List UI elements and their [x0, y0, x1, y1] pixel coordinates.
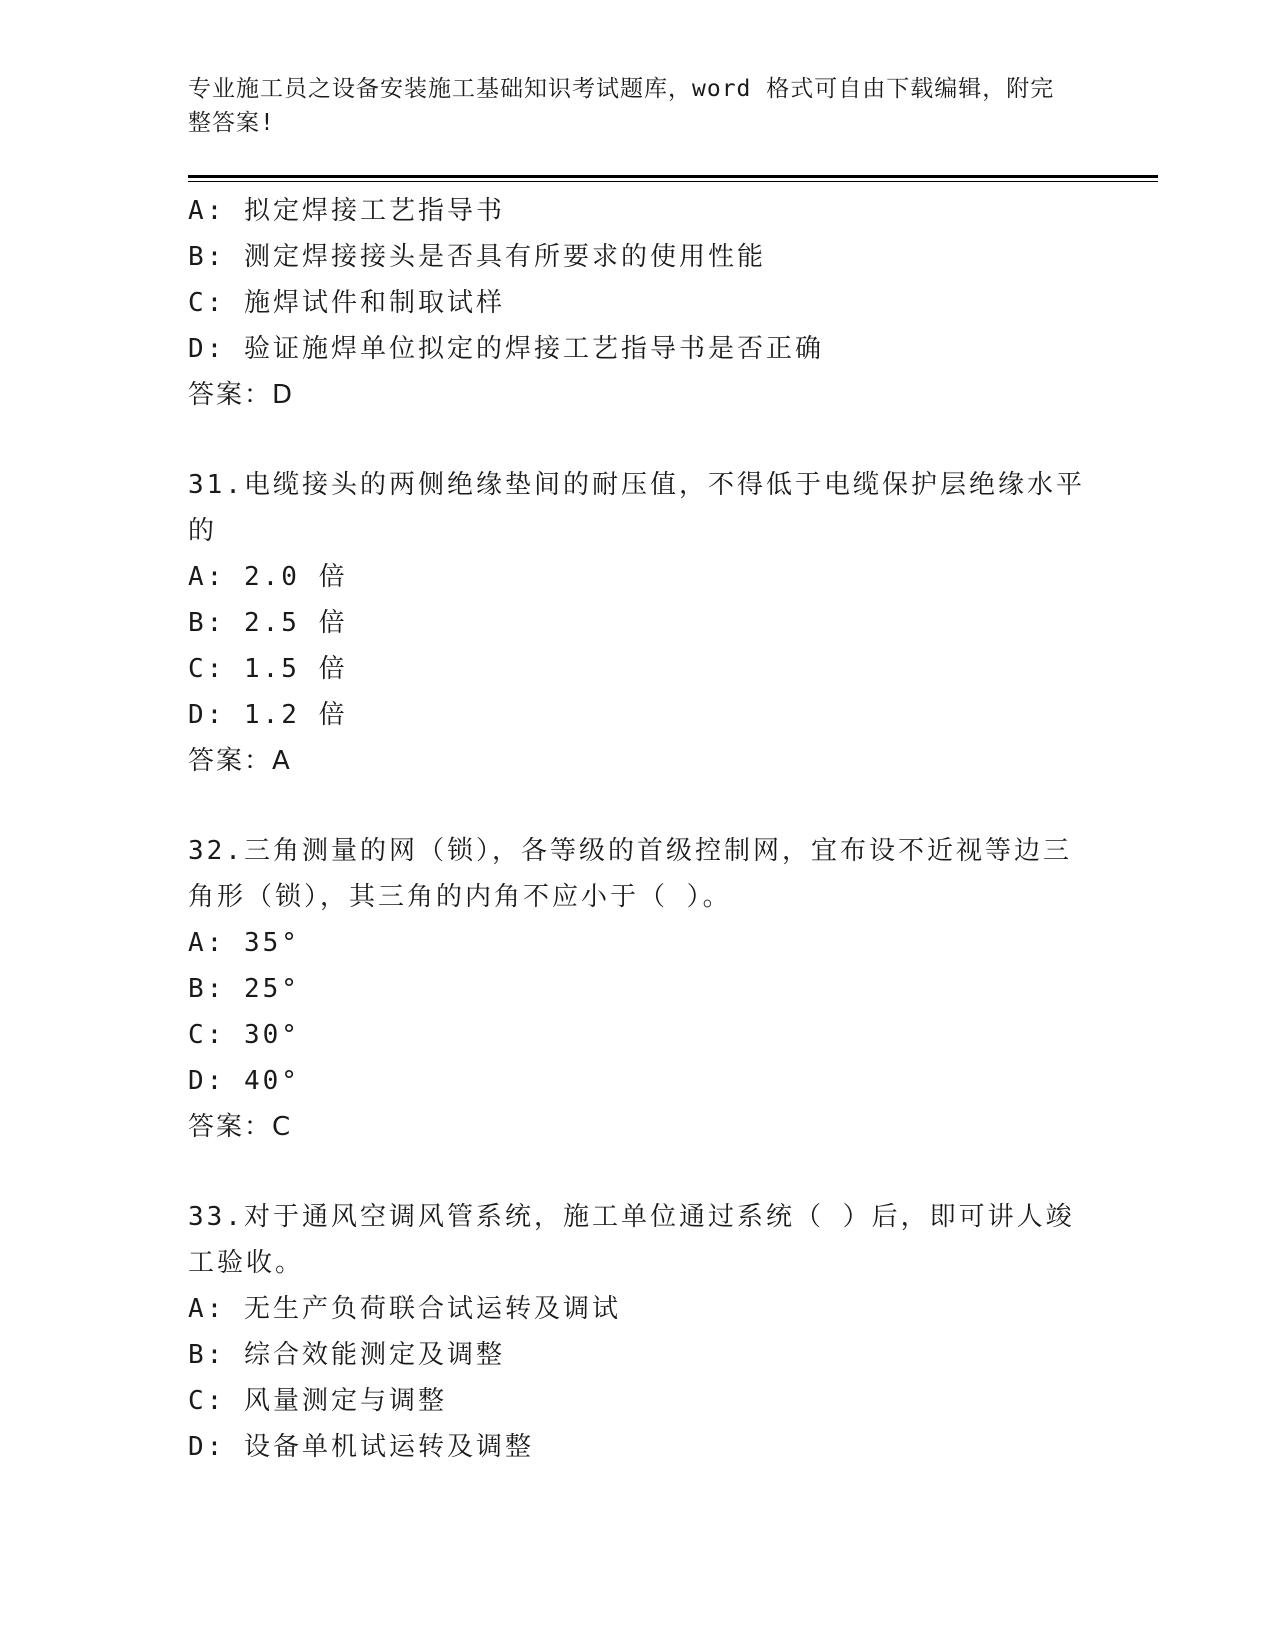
question-text-line1: 32.三角测量的网（锁），各等级的首级控制网，宜布设不近视等边三 — [188, 836, 1072, 866]
question-30-block — [188, 188, 1088, 418]
answer-line: 答案：A — [188, 746, 292, 776]
option-c: C: 1.5 倍 — [188, 654, 348, 684]
option-b: B: 25° — [188, 974, 300, 1004]
question-text-line2: 工验收。 — [188, 1248, 305, 1278]
question-text-line2: 角形（锁），其三角的内角不应小于（ ）。 — [188, 882, 732, 912]
option-a: A: 拟定焊接工艺指导书 — [188, 196, 505, 226]
answer-line: 答案：D — [188, 380, 295, 410]
option-c: C: 风量测定与调整 — [188, 1386, 447, 1416]
document-content — [188, 188, 1088, 1470]
option-b: B: 测定焊接接头是否具有所要求的使用性能 — [188, 242, 766, 272]
option-c: C: 施焊试件和制取试样 — [188, 288, 505, 318]
question-text-line1: 33.对于通风空调风管系统，施工单位通过系统（ ）后，即可讲人竣 — [188, 1202, 1075, 1232]
question-33-block — [188, 1194, 1088, 1470]
question-31-block — [188, 462, 1088, 784]
option-c: C: 30° — [188, 1020, 300, 1050]
header-rule-thick — [188, 175, 1158, 178]
option-a: A: 2.0 倍 — [188, 562, 348, 592]
question-32-block — [188, 828, 1088, 1150]
option-b: B: 2.5 倍 — [188, 608, 348, 638]
option-d: D: 40° — [188, 1066, 300, 1096]
option-d: D: 1.2 倍 — [188, 700, 348, 730]
option-b: B: 综合效能测定及调整 — [188, 1340, 505, 1370]
answer-line: 答案：C — [188, 1112, 293, 1142]
header-rule-thin — [188, 181, 1158, 182]
question-text-line1: 31.电缆接头的两侧绝缘垫间的耐压值，不得低于电缆保护层绝缘水平 — [188, 470, 1085, 500]
option-d: D: 设备单机试运转及调整 — [188, 1432, 534, 1462]
option-a: A: 35° — [188, 928, 300, 958]
question-text-line2: 的 — [188, 516, 218, 546]
option-a: A: 无生产负荷联合试运转及调试 — [188, 1294, 621, 1324]
document-header: 专业施工员之设备安装施工基础知识考试题库，word 格式可自由下载编辑，附完整答案! — [188, 76, 1055, 136]
option-d: D: 验证施焊单位拟定的焊接工艺指导书是否正确 — [188, 334, 824, 364]
